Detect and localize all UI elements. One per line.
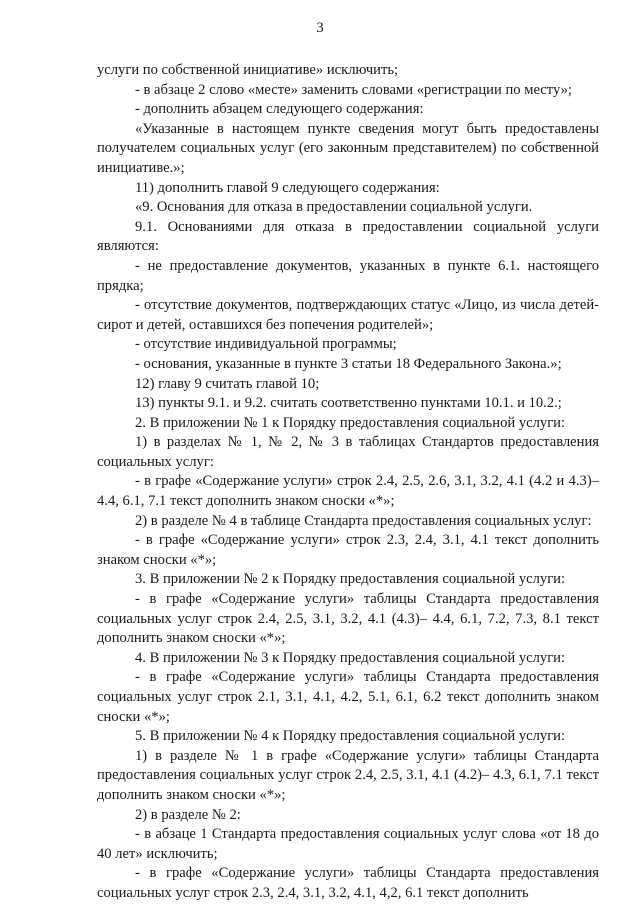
- paragraph: - в абзаце 2 слово «месте» заменить словами «регистрации по месту»;: [135, 81, 572, 98]
- page-number: 3: [316, 20, 324, 36]
- paragraph: 2) в разделе № 2:: [135, 806, 241, 823]
- paragraph: 1) в разделе № 1 в графе «Содержание услуги» таблицы Стандарта предоставления социальных услуг строк 2.4, 2.5, 3.1, 4.1 (4.2)– 4.3, 6.1, 7.1 текст дополнить знаком сноски «*»;: [97, 747, 599, 803]
- paragraph: 11) дополнить главой 9 следующего содержания:: [135, 179, 440, 196]
- paragraph: - в графе «Содержание услуги» таблицы Стандарта предоставления социальных услуг строк 2.4, 2.5, 3.1, 3.2, 4.1 (4.3)– 4.4, 6.1, 7.2, 7.3, 8.1 текст дополнить знаком сноски «*»;: [97, 591, 599, 647]
- paragraph: 3. В приложении № 2 к Порядку предоставления социальной услуги:: [135, 571, 566, 588]
- paragraph: - не предоставление документов, указанных в пункте 6.1. настоящего прядка;: [97, 257, 599, 294]
- paragraph: - основания, указанные в пункте 3 статьи 18 Федерального Закона.»;: [135, 355, 562, 372]
- paragraph: - в графе «Содержание услуги» строк 2.3, 2.4, 3.1, 4.1 текст дополнить знаком сноски «*»;: [97, 532, 599, 568]
- paragraph: 4. В приложении № 3 к Порядку предоставления социальной услуги:: [135, 649, 566, 666]
- paragraph: - в абзаце 1 Стандарта предоставления социальных услуг слова «от 18 до 40 лет» исключить;: [97, 826, 599, 862]
- paragraph: 9.1. Основаниями для отказа в предоставлении социальной услуги являются:: [97, 218, 599, 255]
- paragraph: - отсутствие документов, подтверждающих статус «Лицо, из числа детей-сирот и детей, оставшихся без попечения родителей»;: [97, 297, 599, 333]
- paragraph: «9. Основания для отказа в предоставлении социальной услуги.: [135, 199, 533, 216]
- paragraph: - дополнить абзацем следующего содержания:: [135, 101, 424, 118]
- paragraph: 13) пункты 9.1. и 9.2. считать соответственно пунктами 10.1. и 10.2.;: [135, 395, 562, 412]
- paragraph: 2) в разделе № 4 в таблице Стандарта предоставления социальных услуг:: [135, 512, 592, 529]
- paragraph: - отсутствие индивидуальной программы;: [135, 336, 397, 353]
- paragraph: - в графе «Содержание услуги» таблицы Стандарта предоставления социальных услуг строк 2.1, 3.1, 4.1, 4.2, 5.1, 6.1, 6.2 текст дополнить знаком сноски «*»;: [97, 669, 599, 725]
- paragraph: - в графе «Содержание услуги» таблицы Стандарта предоставления социальных услуг строк 2.3, 2.4, 3.1, 3.2, 4.1, 4,2, 6.1 текст дополнить: [97, 865, 599, 901]
- paragraph: 5. В приложении № 4 к Порядку предоставления социальной услуги:: [135, 728, 566, 745]
- paragraph: услуги по собственной инициативе» исключить;: [97, 62, 399, 78]
- paragraph: 1) в разделах № 1, № 2, № 3 в таблицах Стандартов предоставления социальных услуг:: [97, 434, 599, 470]
- paragraph: - в графе «Содержание услуги» строк 2.4, 2.5, 2.6, 3.1, 3.2, 4.1 (4.2 и 4.3)– 4.4, 6.1, 7.1 текст дополнить знаком сноски «*»;: [97, 473, 599, 510]
- paragraph: «Указанные в настоящем пункте сведения могут быть предоставлены получателем социальных услуг (его законным представителем) по собственной инициативе.»;: [97, 120, 599, 176]
- paragraph: 2. В приложении № 1 к Порядку предоставления социальной услуги:: [135, 414, 566, 431]
- document-body: [97, 61, 599, 904]
- paragraph: 12) главу 9 считать главой 10;: [135, 375, 320, 392]
